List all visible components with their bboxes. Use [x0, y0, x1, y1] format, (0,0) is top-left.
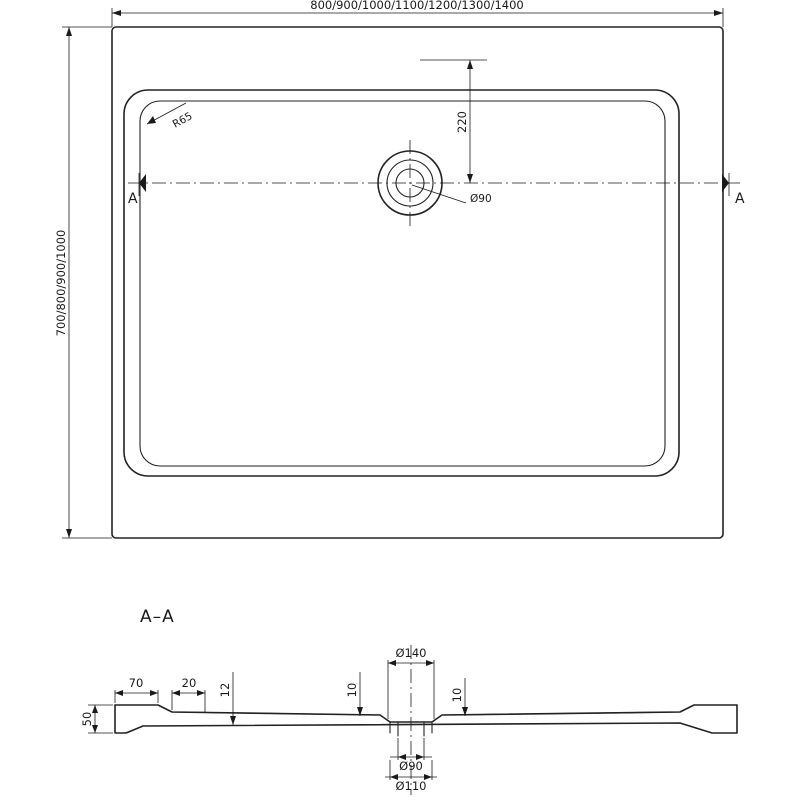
section-title: A–A	[140, 607, 175, 627]
dim50-label: 50	[80, 711, 94, 727]
width-arrow-right	[714, 10, 723, 16]
dim70-label: 70	[128, 676, 144, 690]
dim10-left-label: 10	[345, 682, 359, 698]
section-bottom-profile	[115, 705, 737, 733]
dim70-arrow-left	[115, 690, 123, 696]
section-outer-profile	[115, 705, 737, 722]
height-dimension-label: 700/800/900/1000	[54, 229, 68, 337]
drain-offset-label: 220	[455, 111, 469, 133]
width-dimension-label: 800/900/1000/1100/1200/1300/1400	[310, 0, 524, 12]
d140-label: Ø140	[395, 646, 427, 660]
section-arrow-right	[722, 174, 729, 192]
dim20-arrow-left	[172, 690, 180, 696]
section-mark-left: A	[128, 191, 138, 207]
corner-radius-label: R65	[170, 110, 195, 131]
drain-offset-arrow-top	[467, 60, 473, 69]
height-arrow-top	[66, 27, 72, 36]
d140-arrow-left	[388, 660, 396, 666]
dim10-right-label: 10	[450, 687, 464, 703]
dim12-arrow-bottom	[230, 716, 236, 725]
height-arrow-bottom	[66, 529, 72, 538]
d140-arrow-right	[426, 660, 434, 666]
d110-label: Ø110	[395, 779, 427, 793]
dim20-label: 20	[181, 676, 197, 690]
dim70-arrow-right	[150, 690, 158, 696]
dim12-label: 12	[218, 682, 232, 698]
d90-label: Ø90	[399, 759, 423, 773]
corner-radius-arrow	[147, 116, 156, 124]
width-arrow-left	[112, 10, 121, 16]
drain-offset-arrow-bottom	[467, 174, 473, 183]
dim20-arrow-right	[197, 690, 205, 696]
drain-diameter-leader	[412, 185, 466, 203]
section-mark-right: A	[735, 191, 745, 207]
drain-diameter-label: Ø90	[470, 193, 492, 205]
tray-basin-inner-outline	[140, 101, 665, 466]
tray-outer-outline	[112, 27, 723, 538]
tray-basin-outline	[124, 90, 679, 476]
